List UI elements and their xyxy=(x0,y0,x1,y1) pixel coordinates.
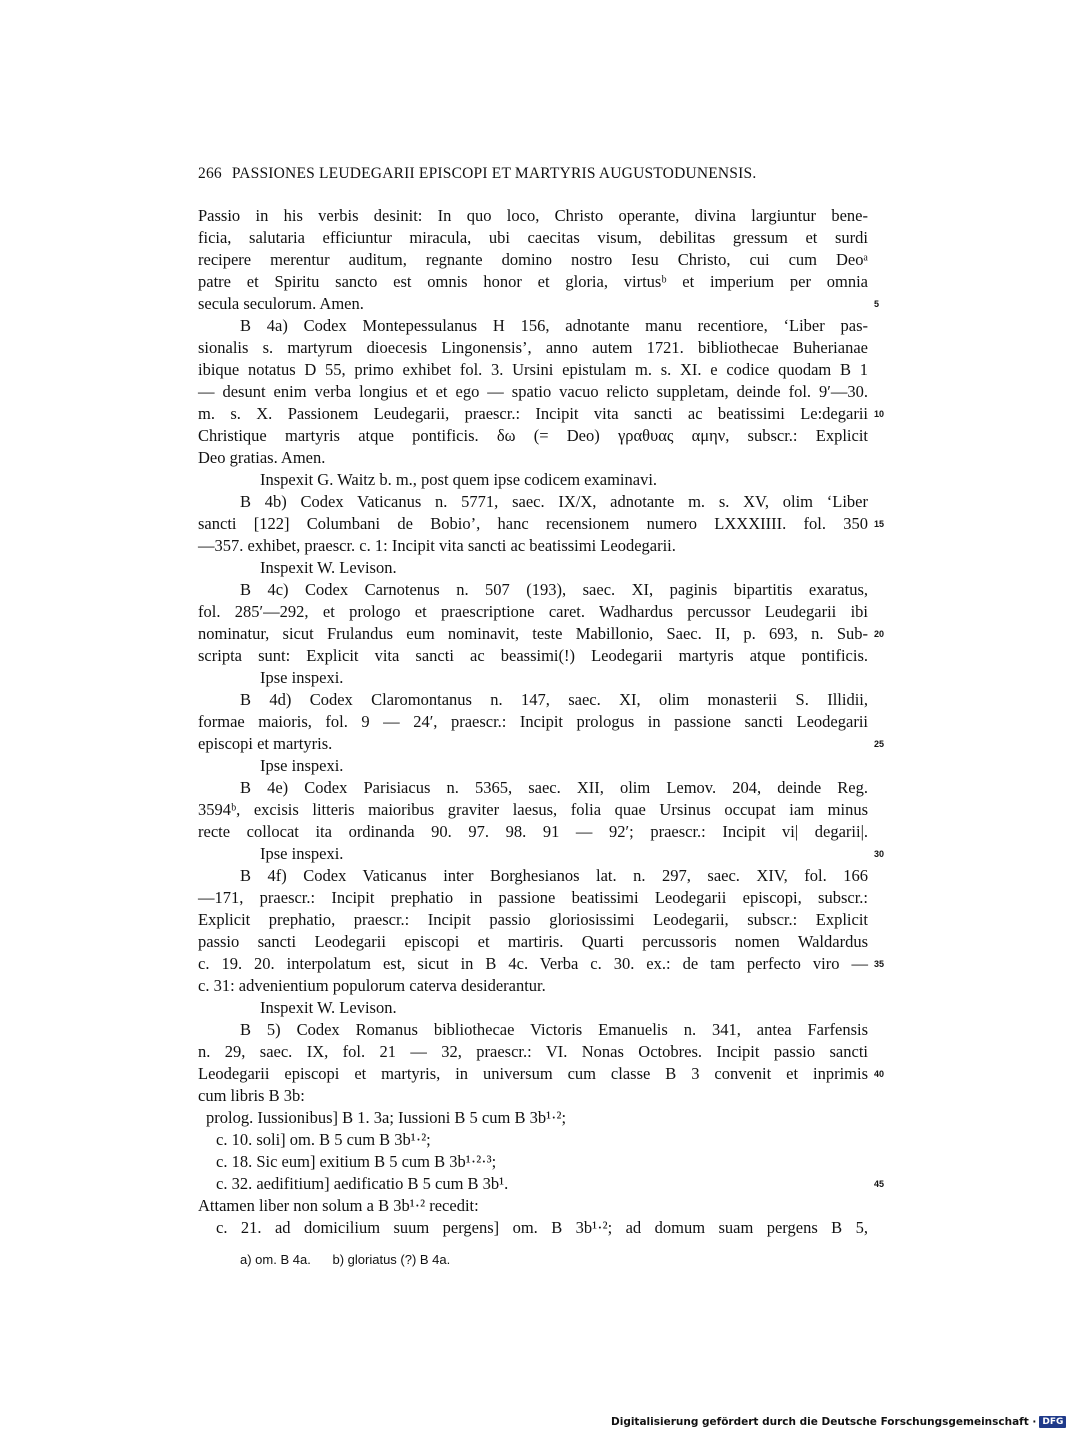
text-line xyxy=(198,271,868,293)
line-text: —171, praescr.: Incipit prephatio in passione beatissimi Leodegarii episcopi, subscr.: xyxy=(198,888,868,907)
line-text: Explicit prephatio, praescr.: Incipit passio gloriosissimi Leodegarii, subscr.: Explicit xyxy=(198,910,868,929)
line-text: episcopi et martyris. xyxy=(198,734,333,753)
text-line xyxy=(198,887,868,909)
text-line xyxy=(198,909,868,931)
text-line xyxy=(198,1173,885,1195)
text-line xyxy=(198,513,885,535)
line-text: Christique martyris atque pontificis. δω (= Deo) γραθυας αμην, subscr.: Explicit xyxy=(198,426,868,445)
line-text: B 4e) Codex Parisiacus n. 5365, saec. XII, olim Lemov. 204, deinde Reg. xyxy=(240,778,868,797)
text-line xyxy=(198,315,868,337)
line-number: 5 xyxy=(874,299,880,309)
text-line xyxy=(198,975,868,997)
text-line xyxy=(198,843,885,865)
line-text: prolog. Iussionibus] B 1. 3a; Iussioni B 5 cum B 3b¹·²; xyxy=(206,1108,567,1127)
text-line xyxy=(198,1019,868,1041)
line-number: 10 xyxy=(874,409,885,419)
line-text: cum libris B 3b: xyxy=(198,1086,305,1105)
text-line xyxy=(198,337,868,359)
line-number: 30 xyxy=(874,849,885,859)
line-text: recipere merentur auditum, regnante domino nostro Iesu Christo, cui cum Deoᵃ xyxy=(198,250,868,269)
footnote-a: a) om. B 4a. xyxy=(240,1252,311,1267)
text-line xyxy=(198,205,868,227)
line-text: nominatur, sicut Frulandus eum nominavit, teste Mabillonio, Saec. II, p. 693, n. Sub- xyxy=(198,624,868,643)
line-text: recte collocat ita ordinanda 90. 97. 98. 91 — 92′; praescr.: Incipit vi| degarii|. xyxy=(198,822,868,841)
line-text: Inspexit G. Waitz b. m., post quem ipse codicem examinavi. xyxy=(260,470,658,489)
line-text: B 4c) Codex Carnotenus n. 507 (193), saec. XI, paginis bipartitis exaratus, xyxy=(240,580,868,599)
text-line xyxy=(198,469,868,491)
text-line xyxy=(198,865,868,887)
line-text: sancti [122] Columbani de Bobio’, hanc recensionem numero LXXXIIII. fol. 350 xyxy=(198,514,868,533)
page-number: 266 xyxy=(198,165,222,182)
line-text: c. 18. Sic eum] exitium B 5 cum B 3b¹·²·³; xyxy=(216,1152,497,1171)
line-text: — desunt enim verba longius et et ego — spatio vacuo relicto suppletam, deinde fol. 9′—30. xyxy=(198,382,868,401)
line-text: Passio in his verbis desinit: In quo loco, Christo operante, divina largiuntur bene- xyxy=(198,206,868,225)
text-line xyxy=(198,799,868,821)
line-text: fol. 285′—292, et prologo et praescriptione caret. Wadhardus percussor Leudegarii ibi xyxy=(198,602,868,621)
line-text: ficia, salutaria efficiuntur miracula, ubi caecitas visum, debilitas gressum et surdi xyxy=(198,228,868,247)
line-text: sionalis s. martyrum dioecesis Lingonensis’, anno autem 1721. bibliothecae Buherianae xyxy=(198,338,868,357)
line-text: Deo gratias. Amen. xyxy=(198,448,326,467)
text-line xyxy=(198,425,868,447)
text-line xyxy=(198,1085,868,1107)
text-line xyxy=(198,579,868,601)
line-text: Attamen liber non solum a B 3b¹·² recedit: xyxy=(198,1196,479,1215)
footnotes xyxy=(240,1252,450,1267)
text-line xyxy=(198,733,885,755)
text-line xyxy=(198,535,868,557)
text-line xyxy=(198,403,885,425)
text-line xyxy=(198,1195,868,1217)
text-line xyxy=(198,381,868,403)
line-number: 35 xyxy=(874,959,885,969)
line-number: 40 xyxy=(874,1069,885,1079)
line-text: patre et Spiritu sancto est omnis honor et gloria, virtusᵇ et imperium per omnia xyxy=(198,272,868,291)
text-line xyxy=(198,1107,868,1129)
line-text: c. 10. soli] om. B 5 cum B 3b¹·²; xyxy=(216,1130,431,1149)
dfg-logo: DFG xyxy=(1039,1416,1066,1428)
footnote-b: b) gloriatus (?) B 4a. xyxy=(332,1252,451,1267)
text-line xyxy=(198,491,868,513)
line-text: Inspexit W. Levison. xyxy=(260,998,397,1017)
footer-text: Digitalisierung gefördert durch die Deutsche Forschungsgemeinschaft · xyxy=(611,1416,1037,1428)
line-text: B 4f) Codex Vaticanus inter Borghesianos lat. n. 297, saec. XIV, fol. 166 xyxy=(240,866,868,885)
text-line xyxy=(198,1129,868,1151)
line-number: 20 xyxy=(874,629,885,639)
line-text: m. s. X. Passionem Leudegarii, praescr.: Incipit vita sancti ac beatissimi Le:degarii xyxy=(198,404,868,423)
line-text: c. 31: advenientium populorum caterva desiderantur. xyxy=(198,976,546,995)
line-text: Leodegarii episcopi et martyris, in universum cum classe B 3 convenit et inprimis xyxy=(198,1064,868,1083)
line-text: B 4a) Codex Montepessulanus H 156, adnotante manu recentiore, ‘Liber pas- xyxy=(240,316,868,335)
line-text: c. 19. 20. interpolatum est, sicut in B 4c. Verba c. 30. ex.: de tam perfecto viro — xyxy=(198,954,868,973)
text-line xyxy=(198,249,868,271)
page-header xyxy=(198,165,868,183)
line-text: passio sancti Leodegarii episcopi et martiris. Quarti percussoris nomen Waldardus xyxy=(198,932,868,951)
running-title: PASSIONES LEUDEGARII EPISCOPI ET MARTYRIS AUGUSTODUNENSIS. xyxy=(231,165,757,182)
line-text: c. 32. aedifitium] aedificatio B 5 cum B 3b¹. xyxy=(216,1174,509,1193)
text-line xyxy=(198,821,868,843)
text-line xyxy=(198,1217,868,1239)
text-line xyxy=(198,1041,868,1063)
line-number: 25 xyxy=(874,739,885,749)
text-line xyxy=(198,645,868,667)
line-text: B 5) Codex Romanus bibliothecae Victoris Emanuelis n. 341, antea Farfensis xyxy=(240,1020,868,1039)
line-text: ibique notatus D 55, primo exhibet fol. 3. Ursini epistulam m. s. XI. e codice quodam B 1 xyxy=(198,360,868,379)
text-line xyxy=(198,931,868,953)
line-text: B 4b) Codex Vaticanus n. 5771, saec. IX/X, adnotante m. s. XV, olim ‘Liber xyxy=(240,492,868,511)
text-line xyxy=(198,997,868,1019)
text-line xyxy=(198,667,868,689)
text-line xyxy=(198,293,880,315)
line-text: B 4d) Codex Claromontanus n. 147, saec. XI, olim monasterii S. Illidii, xyxy=(240,690,868,709)
digitization-footer xyxy=(611,1414,1066,1430)
text-line xyxy=(198,711,868,733)
line-text: Inspexit W. Levison. xyxy=(260,558,397,577)
line-text: secula seculorum. Amen. xyxy=(198,294,364,313)
line-text: Ipse inspexi. xyxy=(260,756,344,775)
text-line xyxy=(198,359,868,381)
text-line xyxy=(198,1063,885,1085)
body-text xyxy=(198,205,885,1239)
text-line xyxy=(198,1151,868,1173)
line-text: n. 29, saec. IX, fol. 21 — 32, praescr.: VI. Nonas Octobres. Incipit passio sancti xyxy=(198,1042,868,1061)
line-text: 3594ᵇ, excisis litteris maioribus graviter laesus, folia quae Ursinus occupat iam minus xyxy=(198,800,868,819)
line-text: c. 21. ad domicilium suum pergens] om. B 3b¹·²; ad domum suam pergens B 5, xyxy=(216,1218,868,1237)
line-text: scripta sunt: Explicit vita sancti ac beassimi(!) Leodegarii martyris atque pontificis. xyxy=(198,646,868,665)
line-number: 15 xyxy=(874,519,885,529)
line-number: 45 xyxy=(874,1179,885,1189)
line-text: formae maioris, fol. 9 — 24′, praescr.: Incipit prologus in passione sancti Leodegarii xyxy=(198,712,868,731)
text-line xyxy=(198,557,868,579)
text-line xyxy=(198,601,868,623)
line-text: —357. exhibet, praescr. c. 1: Incipit vita sancti ac beatissimi Leodegarii. xyxy=(198,536,676,555)
text-line xyxy=(198,777,868,799)
line-text: Ipse inspexi. xyxy=(260,844,344,863)
text-line xyxy=(198,755,868,777)
text-line xyxy=(198,447,868,469)
text-line xyxy=(198,689,868,711)
text-line xyxy=(198,623,885,645)
text-line xyxy=(198,227,868,249)
text-line xyxy=(198,953,885,975)
line-text: Ipse inspexi. xyxy=(260,668,344,687)
